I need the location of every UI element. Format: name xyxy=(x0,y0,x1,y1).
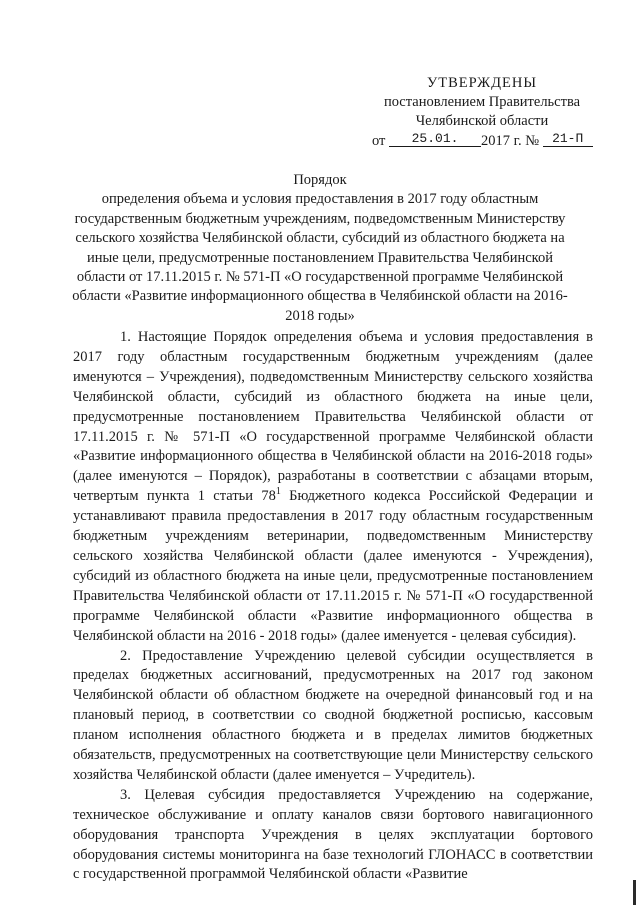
title-heading: Порядок xyxy=(293,172,347,188)
approval-line-1: постановлением Правительства xyxy=(383,94,581,110)
paragraph-1 xyxy=(73,328,593,647)
scan-edge-mark xyxy=(633,880,636,905)
approval-line-2: Челябинской области xyxy=(415,113,549,129)
superscript-1: 1 xyxy=(275,486,281,498)
paragraph-1-end: Бюджетного кодекса Российской Федерации и устанавливают правила предоставления в 2017 году областным государственным бюджетным учреждениям ветеринарии, подведомственным Министерству сельского хозяйства Челябинской области (далее именуются - Учреждения), субсидий из областного бюджета на иные цели, предусмотренные постановлением Правительства Челябинской области от 17.11.2015 г. № 571-П «О государственной программе Челябинской области «Развитие информационного общества в Челябинской области на 2016 - 2018 годы» (далее именуется - целевая субсидия). xyxy=(73,488,593,644)
date-field: 25.01. xyxy=(389,131,481,147)
number-field: 21-П xyxy=(543,131,593,147)
approval-date-line xyxy=(372,132,592,151)
paragraph-1-start: 1. Настоящие Порядок определения объема и условия предоставления в 2017 году областным государственным бюджетным учреждениям (далее именуются – Учреждения), подведомственным Министерству сельского хозяйства Челябинской области, субсидий из областного бюджета на иные цели, предусмотренные постановлением Правительства Челябинской области от 17.11.2015 г. № 571-П «О государственной программе Челябинской области «Развитие информационного общества в Челябинской области на 2016-2018 годы» (далее именуются – Порядок), разработаны в соответствии с абзацами вторым, четвертым пункта 1 статьи 78 xyxy=(73,329,593,505)
title-text: определения объема и условия предоставления в 2017 году областным государственным бюджетным учреждениям, подведомственным Министерству сельского хозяйства Челябинской области, субсидий из областного бюджета на иные цели, предусмотренные постановлением Правительства Челябинской области от 17.11.2015 г. № 571-П «О государственной программе Челябинской области «Развитие информационного общества в Челябинской области на 2016-2018 годы» xyxy=(72,191,568,324)
approval-block xyxy=(372,74,592,151)
paragraph-2: 2. Предоставление Учреждению целевой субсидии осуществляется в пределах бюджетных ассигнований, предусмотренных на 2017 год законом Челябинской области об областном бюджете на очередной финансовый год и на плановый период, в соответствии со сводной бюджетной росписью, кассовым планом исполнения областного бюджета и в пределах лимитов бюджетных обязательств, предусмотренных на соответствующие цели Министерству сельского хозяйства Челябинской области (далее именуется – Учредитель). xyxy=(73,647,593,783)
approval-heading: УТВЕРЖДЕНЫ xyxy=(426,75,538,91)
document-title xyxy=(66,171,574,326)
year-text: 2017 г. xyxy=(481,133,522,149)
from-label: от xyxy=(372,133,386,149)
paragraph-3: 3. Целевая субсидия предоставляется Учреждению на содержание, техническое обслуживание и оплату каналов связи бортового навигационного оборудования транспорта Учреждения в целях эксплуатации бортового оборудования системы мониторинга на базе технологий ГЛОНАСС в соответствии с государственной программой Челябинской области «Развитие xyxy=(73,786,593,883)
number-label: № xyxy=(525,133,540,149)
document-body xyxy=(73,328,593,885)
